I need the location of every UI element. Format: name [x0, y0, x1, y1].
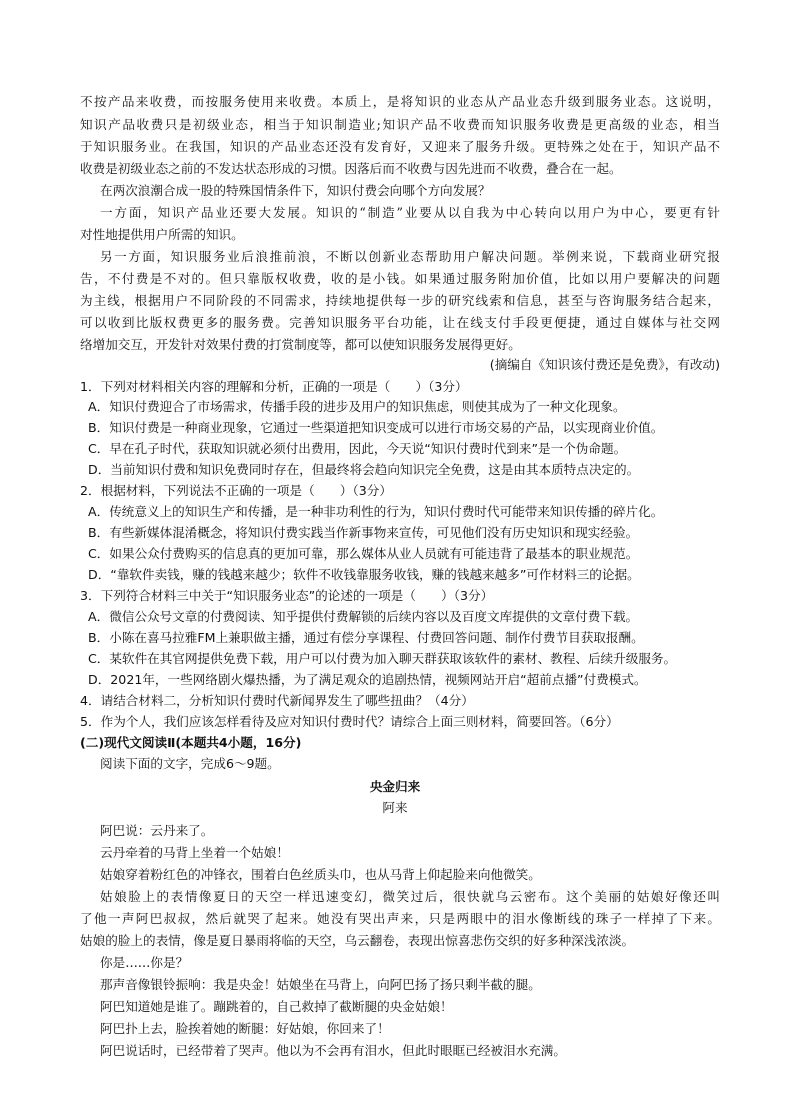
story-title: 央金归来 — [369, 779, 421, 794]
question-option: A．微信公众号文章的付费阅读、知乎提供付费解锁的后续内容以及百度文库提供的文章付费下载。 — [88, 609, 639, 624]
question-option: D．2021年，一些网络剧火爆热播，为了满足观众的追剧热情，视频网站开启“超前点播”付费模式。 — [88, 672, 647, 687]
story-line: 阿巴扑上去，脸挨着她的断腿：好姑娘，你回来了！ — [100, 1021, 390, 1036]
question-option: C．如果公众付费购买的信息真的更加可靠，那么媒体从业人员就有可能违背了最基本的职业规范。 — [88, 546, 639, 561]
material-line: 一方面，知识产品业还要大发展。知识的“制造”业要从以自我为中心转向以用户为中心，要更有针 — [100, 205, 720, 220]
material-line: 收费是初级业态之前的不发达状态形成的习惯。因落后而不收费与因先进而不收费，叠合在一起。 — [80, 161, 622, 176]
question-stem: 5．作为个人，我们应该怎样看待及应对知识付费时代？请综合上面三则材料，简要回答。（6分） — [80, 714, 619, 729]
story-line: 你是……你是？ — [100, 955, 189, 970]
material-line: 告，不付费是不对的。但只靠版权收费，收的是小钱。如果通过服务附加价值，比如以用户要解决的问题 — [80, 271, 720, 286]
question-stem: 1．下列对材料相关内容的理解和分析，正确的一项是（ ）（3分） — [80, 379, 468, 394]
section-heading: (二)现代文阅读Ⅱ(本题共4小题，16分) — [80, 735, 302, 750]
material-line: 络增加交互，开发针对效果付费的打赏制度等，都可以使知识服务发展得更好。 — [80, 337, 521, 352]
question-option: B．小陈在喜马拉雅FM上兼职做主播，通过有偿分享课程、付费回答问题、制作付费节目获取报酬。 — [88, 630, 644, 645]
material-line: 不按产品来收费，而按服务使用来收费。本质上，是将知识的业态从产品业态升级到服务业态。这说明， — [80, 94, 720, 109]
question-option: C．早在孔子时代，获取知识就必须付出费用，因此，今天说“知识付费时代到来”是一个伪命题。 — [88, 441, 627, 456]
story-line: 姑娘穿着粉红色的冲锋衣，围着白色丝质头巾，也从马背上仰起脸来向他微笑。 — [100, 867, 541, 882]
question-stem: 3．下列符合材料三中关于“知识服务业态”的论述的一项是（ ）（3分） — [80, 588, 494, 603]
story-line: 姑娘脸上的表情像夏日的天空一样迅速变幻，微笑过后，很快就乌云密布。这个美丽的姑娘好像还叫 — [100, 889, 720, 904]
story-line: 阿巴说：云丹来了。 — [100, 823, 214, 838]
material-line: 对性地提供用户所需的知识。 — [80, 227, 244, 242]
question-option: A．传统意义上的知识生产和传播，是一种非功利性的行为，知识付费时代可能带来知识传播的碎片化。 — [88, 504, 664, 519]
material-line: 于知识服务业。在我国，知识的产品业态还没有发育好，又迎来了服务升级。更特殊之处在于，知识产品不 — [80, 139, 720, 154]
story-line: 阿巴知道她是谁了。蹦跳着的，自己救掉了截断腿的央金姑娘！ — [100, 999, 453, 1014]
material-line: 知识产品收费只是初级业态，相当于知识制造业;知识产品不收费而知识服务收费是更高级的业态，相当 — [80, 117, 720, 132]
story-line: 那声音像银铃振响：我是央金！姑娘坐在马背上，向阿巴扬了扬只剩半截的腿。 — [100, 977, 541, 992]
material-line: 可以收到比版权费更多的服务费。完善知识服务平台功能，让在线支付手段更便捷，通过自媒体与社交网 — [80, 315, 720, 330]
question-option: C．某软件在其官网提供免费下载，用户可以付费为加入聊天群获取该软件的素材、教程、后续升级服务。 — [88, 651, 677, 666]
question-stem: 4．请结合材料二，分析知识付费时代新闻界发生了哪些扭曲？（4分） — [80, 693, 474, 708]
material-line: 另一方面，知识服务业后浪推前浪，不断以创新业态帮助用户解决问题。举例来说，下载商业研究报 — [100, 249, 720, 264]
story-line: 阿巴说话时，已经带着了哭声。他以为不会再有泪水，但此时眼眶已经被泪水充满。 — [100, 1043, 566, 1058]
story-author: 阿来 — [382, 800, 408, 815]
question-option: B．有些新媒体混淆概念，将知识付费实践当作新事物来宣传，可见他们没有历史知识和现实经验。 — [88, 525, 639, 540]
source-note: (摘编自《知识该付费还是免费》，有改动) — [489, 357, 720, 372]
question-option: A．知识付费迎合了市场需求，传播手段的进步及用户的知识焦虑，则使其成为了一种文化现象。 — [88, 399, 626, 414]
material-line: 为主线，根据用户不同阶段的不同需求，持续地提供每一步的研究线索和信息，甚至与咨询服务结合起来， — [80, 293, 720, 308]
question-stem: 2．根据材料，下列说法不正确的一项是（ ）（3分） — [80, 483, 392, 498]
story-line: 云丹牵着的马背上坐着一个姑娘！ — [100, 845, 289, 860]
question-option: B．知识付费是一种商业现象，它通过一些渠道把知识变成可以进行市场交易的产品，以实现商业价值。 — [88, 420, 664, 435]
material-line: 在两次浪潮合成一股的特殊国情条件下，知识付费会向哪个方向发展？ — [100, 183, 491, 198]
section-instruction: 阅读下面的文字，完成6～9题。 — [100, 756, 280, 771]
question-option: D．当前知识付费和知识免费同时存在，但最终将会趋向知识完全免费，这是由其本质特点决定的。 — [88, 462, 640, 477]
question-option: D．“靠软件卖钱，赚的钱越来越少；软件不收钱靠服务收钱，赚的钱越来越多”可作材料三的论据。 — [88, 567, 640, 582]
story-line: 了他一声阿巴叔叔，然后就哭了起来。她没有哭出声来，只是两眼中的泪水像断线的珠子一样掉了下来。 — [80, 911, 720, 926]
story-line: 姑娘的脸上的表情，像是夏日暴雨将临的天空，乌云翻卷，表现出惊喜悲伤交织的好多种深浅浓淡。 — [80, 933, 635, 948]
